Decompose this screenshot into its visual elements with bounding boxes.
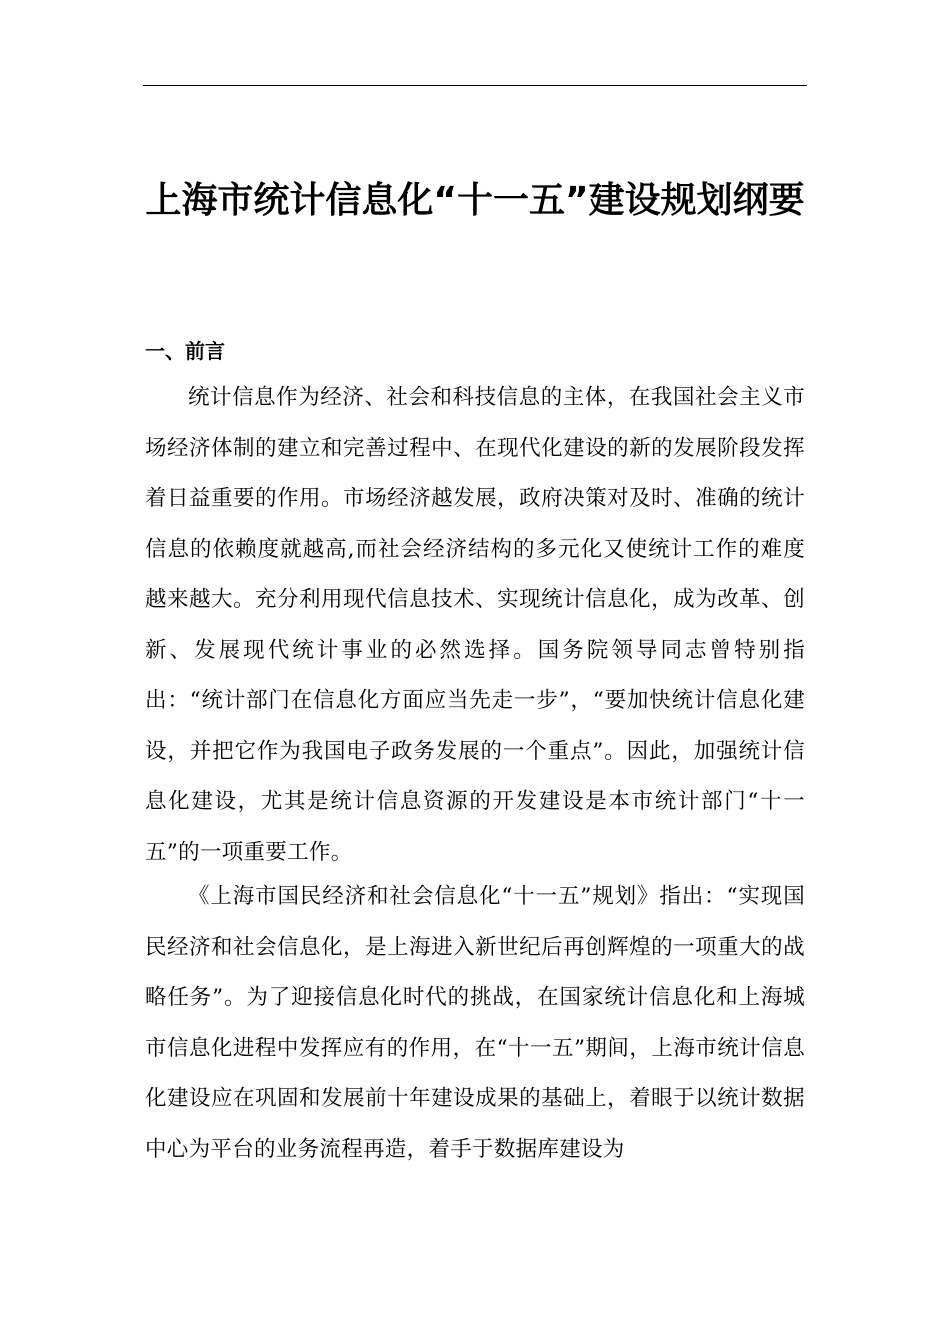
section-heading-preface: 一、前言 [145,339,225,363]
document-title: 上海市统计信息化“十一五”建设规划纲要 [145,180,805,221]
body-paragraph-2: 《上海市国民经济和社会信息化“十一五”规划》指出：“实现国民经济和社会信息化，是上海进入新世纪后再创辉煌的一项重大的战略任务”。为了迎接信息化时代的挑战，在国家统计信息化和上海城市信息化进程中发挥应有的作用，在“十一五”期间，上海市统计信息化建设应在巩固和发展前十年建设成果的基础上，着眼于以统计数据中心为平台的业务流程再造，着手于数据库建设为 [145,884,805,1162]
body-paragraph-1: 统计信息作为经济、社会和科技信息的主体，在我国社会主义市场经济体制的建立和完善过程中、在现代化建设的新的发展阶段发挥着日益重要的作用。市场经济越发展，政府决策对及时、准确的统计信息的依赖度就越高,而社会经济结构的多元化又使统计工作的难度越来越大。充分利用现代信息技术、实现统计信息化，成为改革、创新、发展现代统计事业的必然选择。国务院领导同志曾特别指出：“统计部门在信息化方面应当先走一步”，“要加快统计信息化建设，并把它作为我国电子政务发展的一个重点”。因此，加强统计信息化建设，尤其是统计信息资源的开发建设是本市统计部门“十一五”的一项重要工作。 [145,385,805,865]
header-rule [143,85,807,86]
